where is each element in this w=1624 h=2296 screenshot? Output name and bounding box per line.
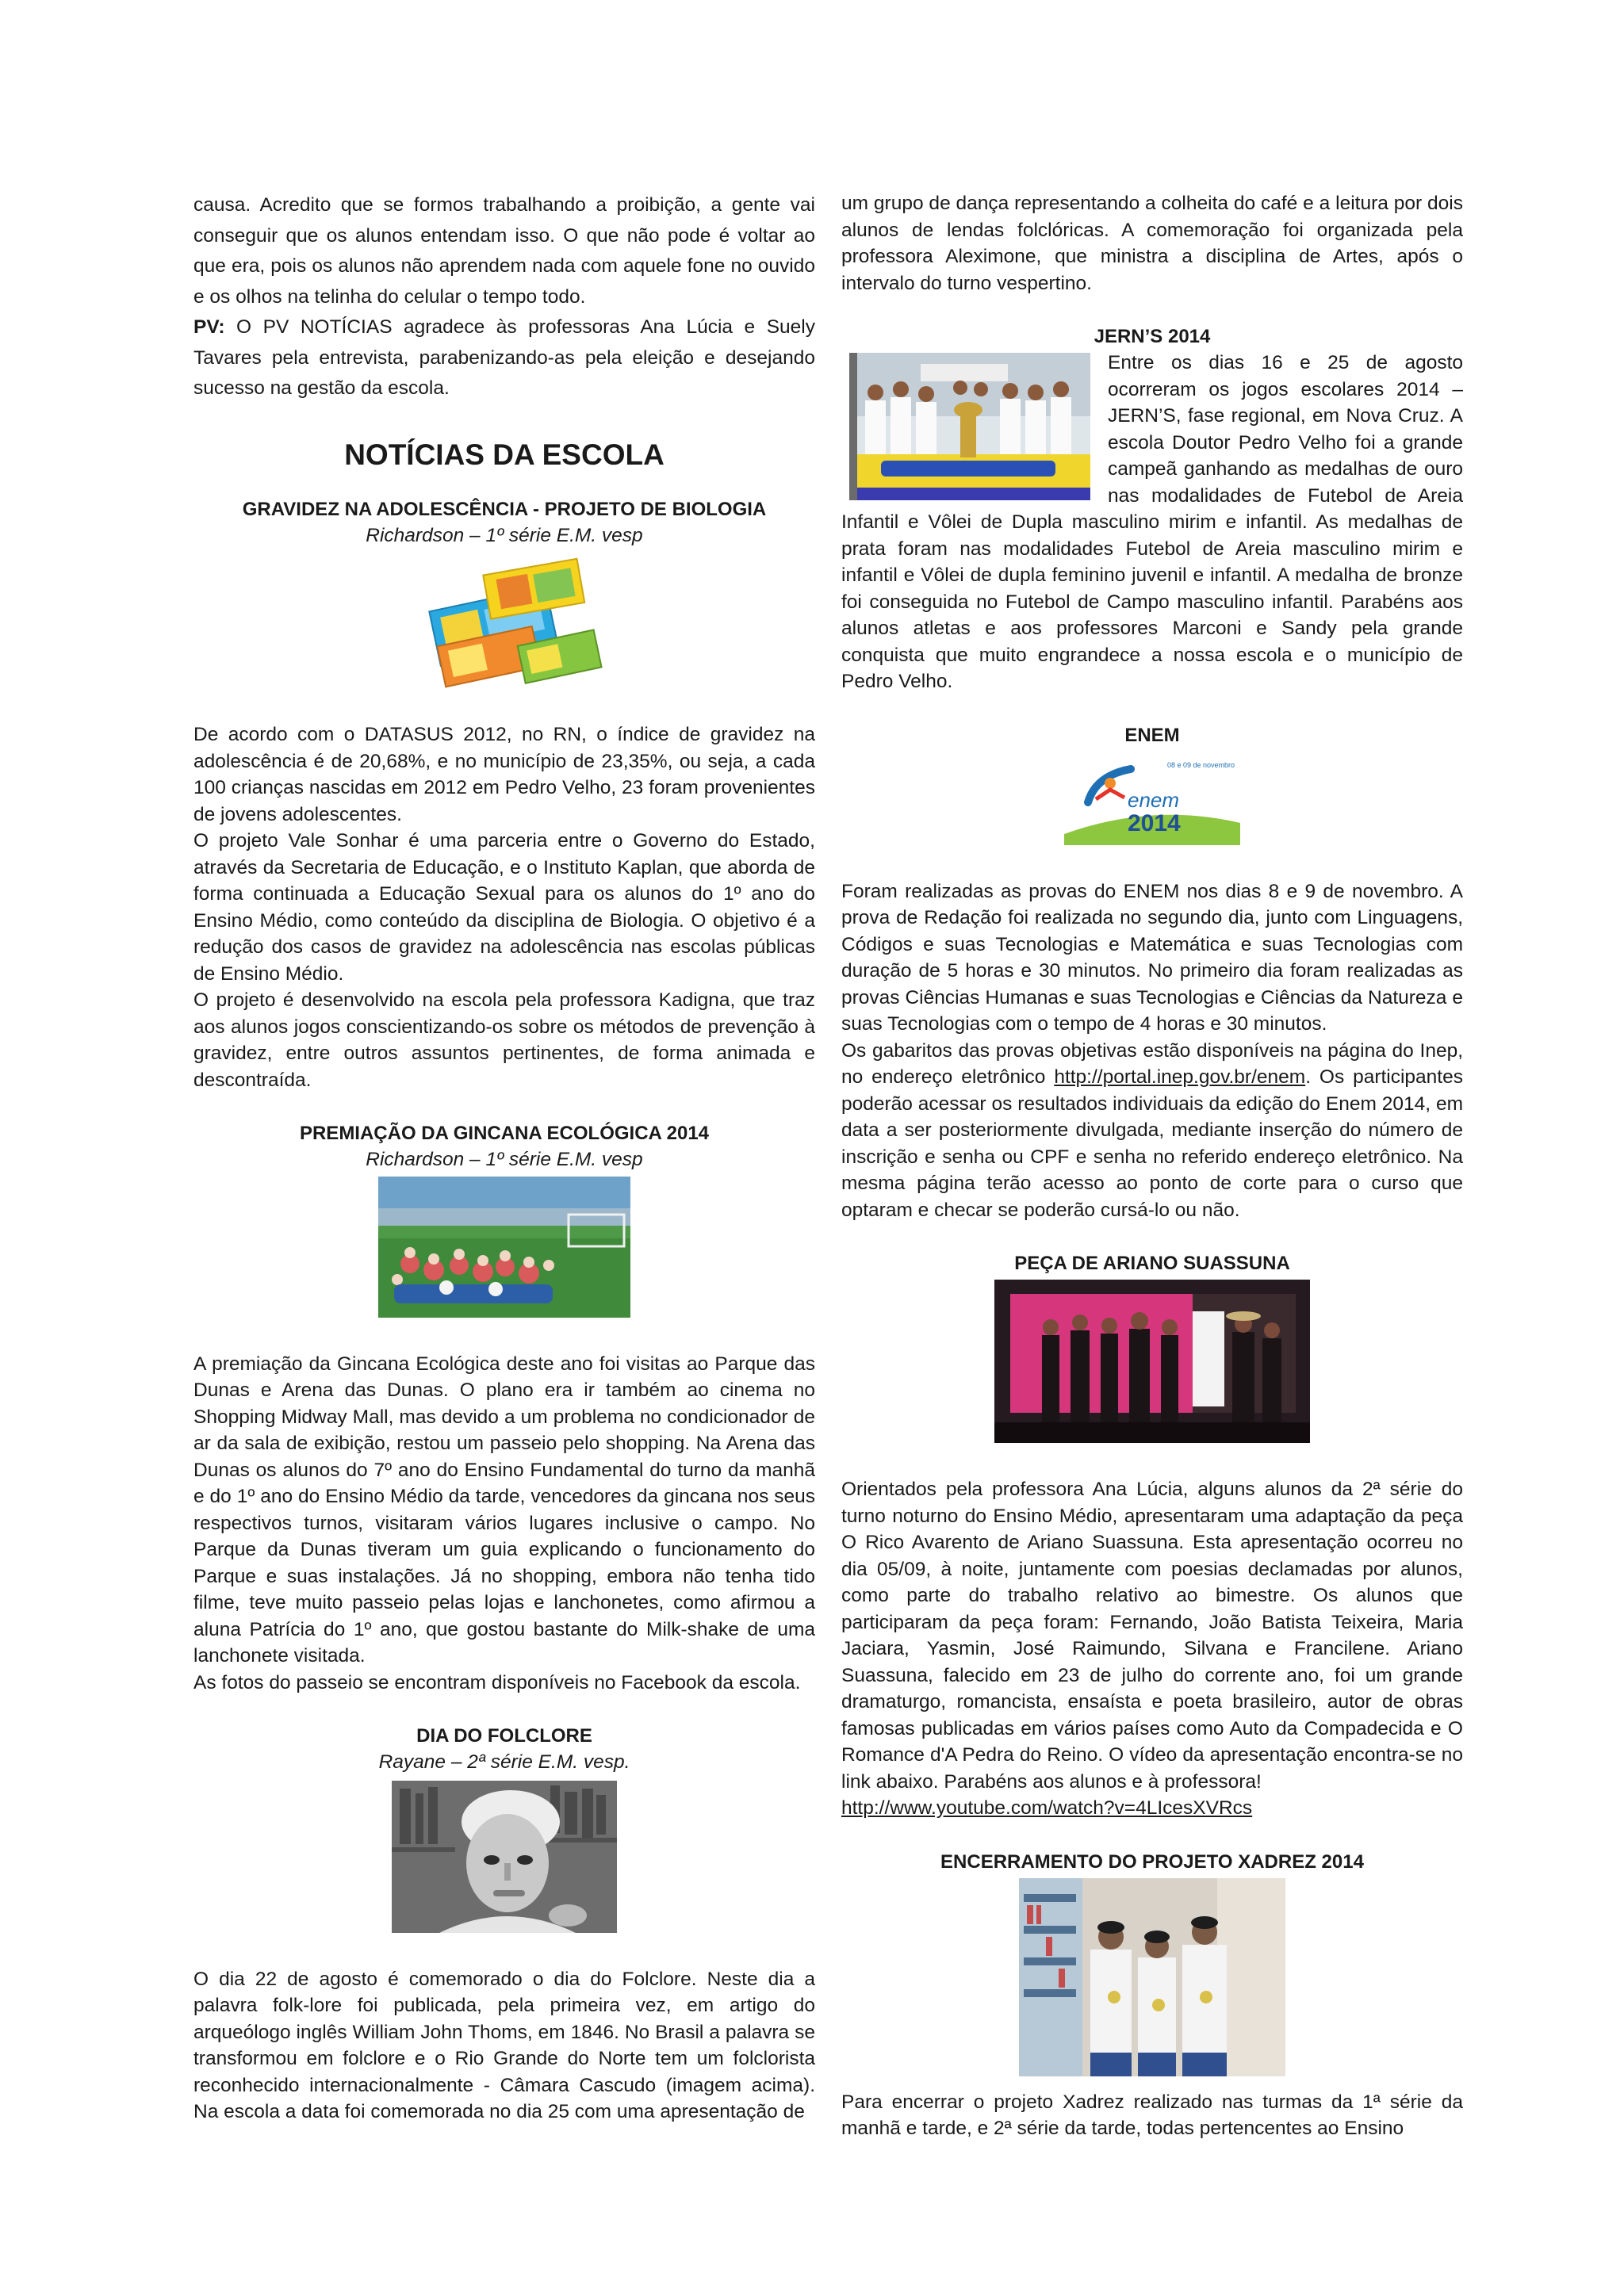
ariano-play-performance-photo [994,1280,1310,1443]
right-column [841,190,1463,2142]
enem-2014-logo [1064,752,1240,845]
folclore-continuation: um grupo de dança representando a colheita do café e a leitura por dois alunos de lendas folclóricas. A comemoração foi organizada pela professora Aleximone, que ministra a disciplina de Artes, após o intervalo do turno vespertino. [841,193,1463,294]
ariano-title: PEÇA DE ARIANO SUASSUNA [1014,1253,1290,1274]
enem-p2-before: Os gabaritos das provas objetivas estão disponíveis na página do Inep, no endereço eletrônico [841,1039,1463,1088]
gincana-byline: Richardson – 1º série E.M. vesp [366,1149,643,1170]
enem-paragraph-1: Foram realizadas as provas do ENEM nos dias 8 e 9 de novembro. A prova de Redação foi realizada no segundo dia, junto com Linguagens, Códigos e suas Tecnologias e Matemática e suas Tecnologias com duração de 5 horas e 30 minutos. No primeiro dia foram realizadas as provas Ciências Humanas e suas Tecnologias e Ciências da Natureza e suas Tecnologias com o tempo de 4 horas e 30 minutos. [841,880,1463,1035]
jerns-team-trophy-photo [849,353,1090,500]
enem-p2-after: . Os participantes poderão acessar os resultados individuais da edição do Enem 2014, em data a ser posteriormente divulgada, mediante inserção do número de inscrição e senha ou CPF e senha no referido endereço eletrônico. Na mesma página terão acesso ao ponto de corte para o curso que optaram e checar se poderão cursá-lo ou não. [841,1066,1463,1221]
pv-closing-note [193,312,815,404]
inep-link[interactable]: http://portal.inep.gov.br/enem [1054,1066,1306,1088]
enem-logo-year: 2014 [1128,809,1181,836]
xadrez-title: ENCERRAMENTO DO PROJETO XADREZ 2014 [940,1850,1364,1873]
gincana-paragraph-2: As fotos do passeio se encontram disponíveis no Facebook da escola. [193,1671,801,1693]
enem-paragraph-2 [841,1038,1463,1224]
gravidez-byline: Richardson – 1º série E.M. vesp [366,524,643,546]
camara-cascudo-portrait [392,1781,617,1933]
gravidez-paragraph-1: De acordo com o DATASUS 2012, no RN, o índice de gravidez na adolescência é de 20,68%, e no município de 23,35%, ou seja, a cada 100 crianças nascidas em 2012 em Pedro Velho, 23 foram provenientes de jovens adolescentes. [193,724,815,825]
jerns-paragraph: Entre os dias 16 e 25 de agosto ocorreram os jogos escolares 2014 – JERN’S, fase regional, em Nova Cruz. A escola Doutor Pedro Velho foi a grande campeã ganhando as medalhas de ouro nas modalidades de Futebol de Areia Infantil e Vôlei de Dupla masculino mirim e infantil. As medalhas de prata foram nas modalidades Futebol de Areia masculino mirim e infantil e Vôlei de dupla feminino juvenil e infantil. A medalha de bronze foi conseguida no Futebol de Campo masculino infantil. Parabéns aos alunos atletas e aos professores Marconi e Sandy pela grande conquista que muito engrandece a nossa escola e o município de Pedro Velho. [841,352,1463,692]
enem-title: ENEM [1124,724,1180,746]
gravidez-paragraph-2: O projeto Vale Sonhar é uma parceria entre o Governo do Estado, através da Secretaria de Educação, e o Instituto Kaplan, que aborda de forma continuada a Educação Sexual para os alunos do 1º ano do Ensino Médio, como conteúdo da disciplina de Biologia. O objetivo é a redução dos casos de gravidez na adolescência nas escolas públicas de Ensino Médio. [193,830,815,985]
folclore-byline: Rayane – 2ª série E.M. vesp. [378,1751,630,1773]
gravidez-paragraph-3: O projeto é desenvolvido na escola pela professora Kadigna, que traz aos alunos jogos conscientizando-os sobre os métodos de prevenção à gravidez, entre outros assuntos pertinentes, de forma animada e descontraída. [193,989,815,1091]
pv-text: O PV NOTÍCIAS agradece às professoras Ana Lúcia e Suely Tavares pela entrevista, parabenizando-as pela eleição e desejando sucesso na gestão da escola. [193,316,815,399]
ariano-paragraph: Orientados pela professora Ana Lúcia, alguns alunos da 2ª série do turno noturno do Ensino Médio, apresentaram uma adaptação da peça O Rico Avarento de Ariano Suassuna. Esta apresentação ocorreu no dia 05/09, à noite, juntamente com poesias declamadas por alunos, como parte do trabalho relativo ao bimestre. Os alunos que participaram da peça foram: Fernando, João Batista Teixeira, Maria Jaciara, Yasmin, José Raimundo, Silvana e Francilene. Ariano Suassuna, falecido em 23 de julho do corrente ano, foi um grande dramaturgo, romancista, ensaísta e poeta brasileiro, autor de obras famosas publicadas em vários países como Auto da Compadecida e O Romance d'A Pedra do Reino. O vídeo da apresentação encontra-se no link abaixo. Parabéns aos alunos e à professora! [841,1479,1463,1793]
gravidez-title: GRAVIDEZ NA ADOLESCÊNCIA - PROJETO DE BIOLOGIA [242,498,767,520]
folclore-paragraph-1: O dia 22 de agosto é comemorado o dia do Folclore. Neste dia a palavra folk-lore foi publicada, pela primeira vez, em artigo do arqueólogo inglês William John Thoms, em 1846. No Brasil a palavra se transformou em folclore e o Rio Grande do Norte tem um folclorista reconhecido internacionalmente - Câmara Cascudo (imagem acima). Na escola a data foi comemorada no dia 25 com uma apresentação de [193,1968,815,2122]
xadrez-students-medals-photo [1019,1878,1285,2076]
gincana-title: PREMIAÇÃO DA GINCANA ECOLÓGICA 2014 [299,1123,710,1144]
ariano-video-link-line [841,1795,1463,1822]
jerns-article [841,350,1463,695]
xadrez-paragraph: Para encerrar o projeto Xadrez realizado nas turmas da 1ª série da manhã e tarde, e 2ª série da tarde, todas pertencentes ao Ensino [841,2091,1463,2139]
pv-label: PV: [193,316,225,338]
vale-sonhar-game-boxes-image [401,555,607,688]
arena-das-dunas-group-photo [378,1177,630,1318]
enem-logo-word: enem [1128,787,1180,812]
section-title: NOTÍCIAS DA ESCOLA [344,438,665,471]
youtube-link[interactable]: http://www.youtube.com/watch?v=4LIcesXVRcs [841,1797,1253,1819]
gincana-paragraph-1: A premiação da Gincana Ecológica deste ano foi visitas ao Parque das Dunas e Arena das Dunas. O plano era ir também ao cinema no Shopping Midway Mall, mas devido a um problema no condicionador de ar da sala de exibição, restou um passeio pelo shopping. Na Arena das Dunas os alunos do 7º ano do Ensino Fundamental do turno da manhã e do 1º ano do Ensino Médio da tarde, vencedores da gincana nos seus respectivos turnos, visitaram vários lugares inclusive o campo. No Parque da Dunas tiveram um guia explicando o funcionamento do Parque e suas instalações. Já no shopping, embora não tenha tido filme, teve muito passeio pelas lojas e lanchonetes, como afirmou a aluna Patrícia do 1º ano, que gostou bastante do Milk-shake de uma lanchonete visitada. [193,1353,815,1667]
folclore-title: DIA DO FOLCLORE [416,1725,592,1747]
left-column [193,190,815,2126]
jerns-title: JERN’S 2014 [1094,326,1211,347]
enem-logo-dates: 08 e 09 de novembro [1167,760,1235,769]
interview-continuation: causa. Acredito que se formos trabalhando a proibição, a gente vai conseguir que os alunos entendam isso. O que não pode é voltar ao que era, pois os alunos não aprendem nada com aquele fone no ouvido e os olhos na telinha do celular o tempo todo. [193,194,815,308]
